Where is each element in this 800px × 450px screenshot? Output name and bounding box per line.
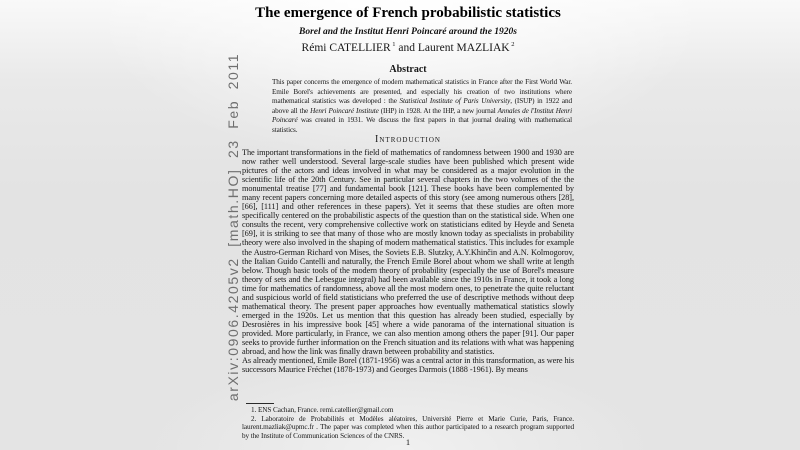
authors-line: Rémi CATELLIER $^1$ and Laurent MAZLIAK $^2$ xyxy=(301,41,515,54)
paper-page xyxy=(242,0,574,450)
paper-subtitle: Borel and the Institut Henri Poincaré around the 1920s xyxy=(298,27,517,37)
arxiv-watermark: arXiv:0906.4205v2 [math.HO] 23 Feb 2011 xyxy=(225,52,241,402)
section-heading-introduction: Introduction xyxy=(375,134,441,145)
paragraph: As already mentioned, Emile Borel (1871-1956) was a central actor in this transformation, as were his successors Maurice Fréchet (1878-1973) and Georges Darmois (1888 -1961). By means xyxy=(242,356,574,375)
abstract-text: This paper concerns the emergence of modern mathematical statistics in France after the First World War. Emile Borel's achievements are presented, and especially his creation of two institutions where mathematical statistics was developed : the Statistical Institute of Paris University, (ISUP) in 1922 and above all the Henri Poincaré Institute (IHP) in 1928. At the IHP, a new journal Annales de l'Institut Henri Poincaré was created in 1931. We discuss the first papers in that journal dealing with mathematical statistics. xyxy=(272,78,573,134)
introduction-body xyxy=(242,148,574,402)
footnotes-block xyxy=(242,403,574,441)
footnote: 1. ENS Cachan, France. remi.catellier@gmail.com xyxy=(251,406,394,414)
paper-title: The emergence of French probabilistic statistics xyxy=(255,5,561,21)
footnote: 2. Laboratoire de Probabilités et Modèles aléatoires, Université Pierre et Marie Curie, Paris, France. laurent.mazliak@upmc.fr . The paper was completed when this author participated to a research program supported by the Institute of Communication Sciences of the CNRS. xyxy=(242,414,574,441)
footnote-rule xyxy=(246,403,274,404)
page-number: 1 xyxy=(405,437,411,447)
abstract-heading: Abstract xyxy=(389,64,427,75)
paragraph: The important transformations in the field of mathematics of randomness between 1900 and 1930 are now rather well understood. Several large-scale studies have been published which present wide pictures of the actors and ideas involved in what may be considered as a major evolution in the scientific life of the 20th Century. See in particular several chapters in the two volumes of the the monumental treatise [77] and fundamental book [121]. These books have been complemented by many recent papers concerning more detailed aspects of this story (see among numerous others [28], [66], [111] and other references in these papers). Yet it seems that these studies are often more specifically centered on the probabilistic aspects of the question than on the statistical side. When one consults the recent, very comprehensive collective work on statisticians edited by Heyde and Seneta [69], it is striking to see that many of those who are mostly known today as specialists in probability theory were also involved in the shaping of modern mathematical statistics. This includes for example the Austro-German Richard von Mises, the Soviets E.B. Slutzky, A.Y.Khinčin and A.N. Kolmogorov, the Italian Guido Cantelli and naturally, the French Emile Borel about whom we shall write at length below. Though basic tools of the modern theory of probability (especially the use of Borel's measure theory of sets and the Lebesgue integral) had been available since the 1910s in France, it took a long time for mathematics of randomness, above all the most modern ones, to penetrate the quite reluctant and suspicious world of field statisticians who preferred the use of descriptive methods without deep mathematical theory. The present paper approaches how eventually mathematical statistics slowly emerged in the 1920s. Let us mention that this question has already been studied, especially by Desrosières in his impressive book [45] where a wide panorama of the international situation is provided. More particularly, in France, we can also mention among others the paper [91]. Our paper seeks to provide further information on the French situation and its relations with what was happening abroad, and how the link was finally drawn between probability and statistics. xyxy=(242,148,574,357)
